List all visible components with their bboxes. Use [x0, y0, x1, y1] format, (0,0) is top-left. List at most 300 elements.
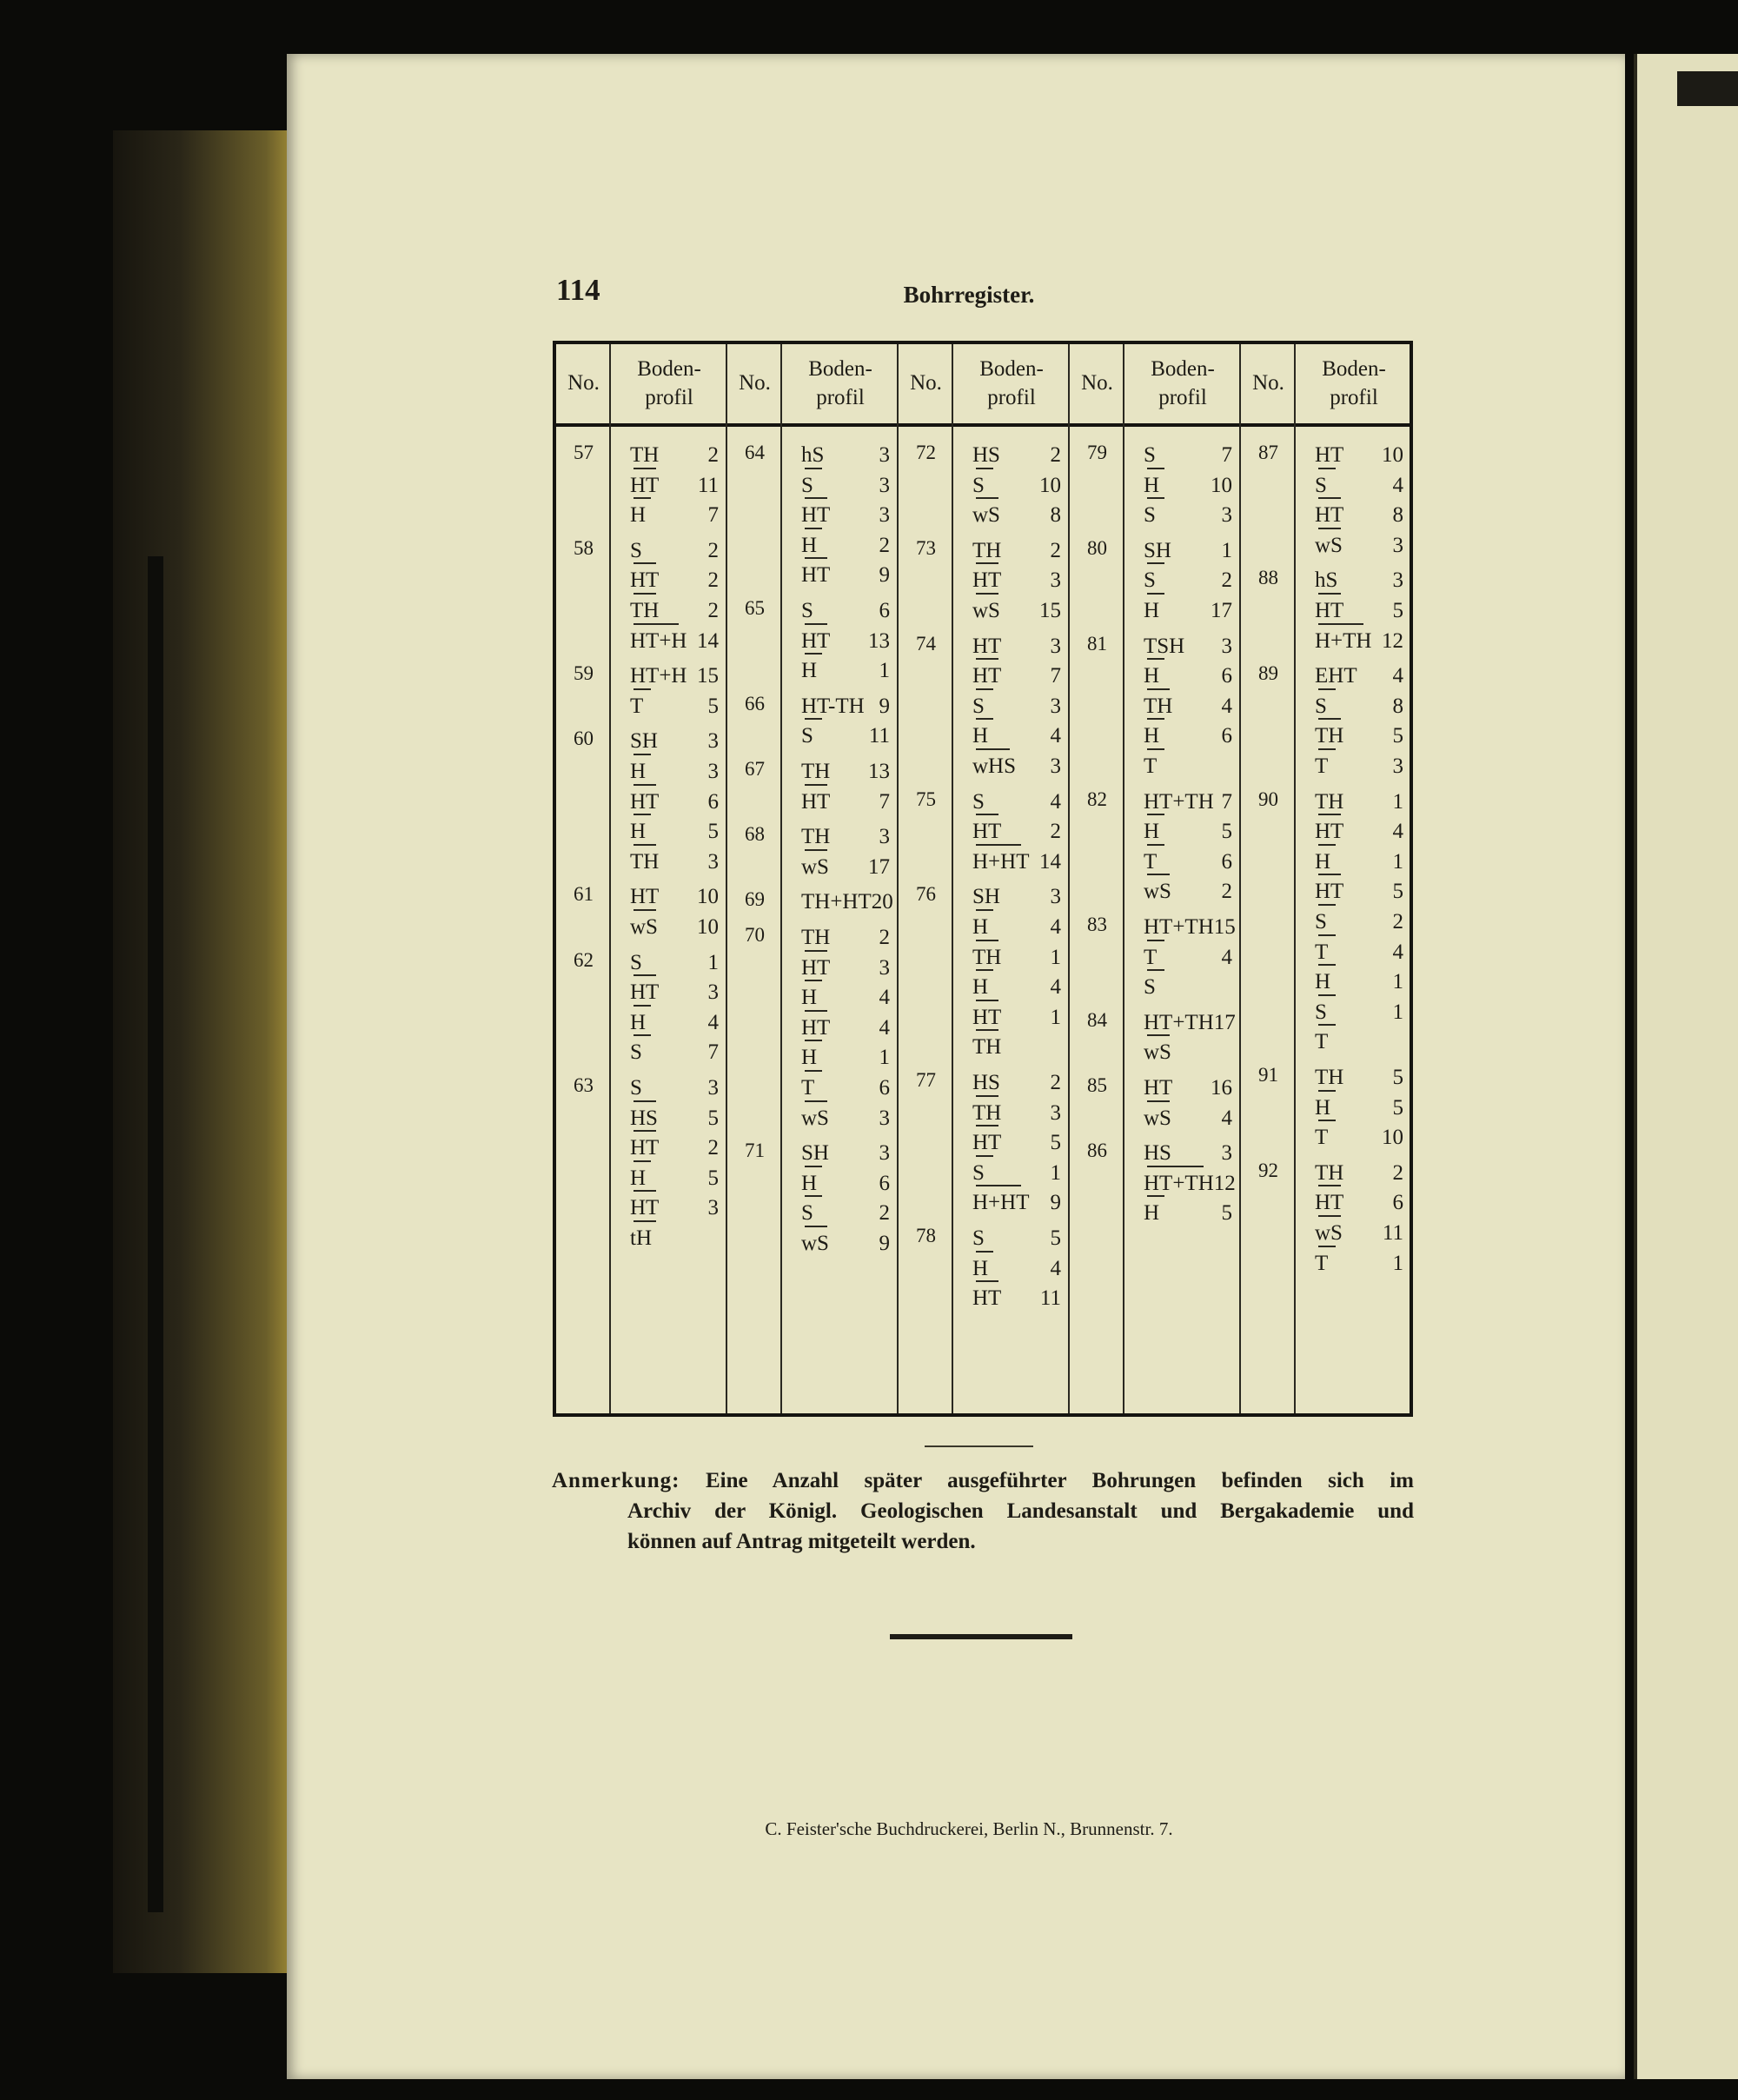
profile-layer [630, 1006, 719, 1033]
no-column [556, 344, 611, 1413]
layer-thickness: 1 [1050, 1005, 1061, 1029]
profile-layer [630, 469, 719, 496]
printer-imprint: C. Feister'sche Buchdruckerei, Berlin N., Brunnenstr. 7. [765, 1818, 1173, 1839]
boring-number: 90 [1258, 788, 1278, 810]
profile-layer [1315, 438, 1403, 466]
profile-layer [972, 970, 1061, 998]
boring-number: 68 [745, 823, 765, 846]
boring-number: 77 [916, 1069, 936, 1091]
soil-code: HT [972, 1286, 1002, 1311]
profile-layer [1144, 814, 1232, 842]
layer-thickness: 5 [1221, 1201, 1232, 1226]
soil-code: HT [801, 789, 831, 814]
profile-layer [801, 820, 890, 847]
profile-layer [972, 814, 1061, 842]
boring-number: 61 [574, 883, 594, 906]
soil-code: HT [972, 820, 1002, 844]
layer-thickness: 3 [707, 980, 719, 1005]
boring-number: 60 [574, 728, 594, 750]
layer-thickness: 6 [879, 599, 890, 622]
layer-thickness: 4 [1392, 940, 1403, 964]
profile-layer [630, 1071, 719, 1099]
soil-code: HT+TH [1144, 915, 1214, 939]
soil-code: H [630, 760, 647, 783]
profile-layer [1144, 594, 1232, 621]
layer-thickness: 3 [879, 443, 890, 467]
profile-layer [1315, 1186, 1403, 1213]
layer-thickness: 3 [1221, 1141, 1232, 1166]
profile-layer [972, 910, 1061, 938]
profile-layer [1315, 905, 1403, 933]
soil-code: H [1144, 473, 1160, 497]
no-column [727, 344, 782, 1413]
profile-layer [1315, 469, 1403, 496]
annotation-note [552, 1465, 1414, 1557]
profile-layer [1144, 874, 1232, 902]
soil-code: H [801, 659, 818, 683]
soil-code: HT [1315, 443, 1344, 467]
profile-layer [1144, 845, 1232, 873]
layer-thickness: 4 [1392, 820, 1403, 844]
soil-code: wS [801, 1106, 829, 1130]
boring-number: 74 [916, 632, 936, 655]
profile-layer [972, 438, 1061, 466]
soil-code: T [1315, 1126, 1329, 1150]
header-profile: Boden- profil [637, 357, 701, 409]
soil-code: SH [801, 1141, 829, 1166]
layer-thickness: 4 [879, 986, 890, 1010]
soil-code: HT [1315, 599, 1344, 622]
layer-thickness: 3 [707, 1196, 719, 1220]
layer-thickness: 7 [707, 1040, 719, 1065]
soil-code: H [1144, 664, 1160, 688]
layer-thickness: 9 [879, 694, 890, 718]
profile-layer [1144, 1196, 1232, 1224]
profile-layer [801, 1136, 890, 1164]
soil-code: S [972, 1160, 985, 1185]
soil-code: H [972, 724, 989, 748]
layer-thickness: 2 [707, 568, 719, 593]
soil-code: TH [972, 1035, 1002, 1060]
layer-thickness: 6 [1392, 1191, 1403, 1215]
profile-layer [972, 1030, 1061, 1058]
profile-layer [630, 1131, 719, 1159]
header-no: No. [739, 371, 771, 395]
note-line-2: Archiv der Königl. Geologischen Landesanstalt und Bergakademie und [627, 1499, 1414, 1523]
soil-code: S [801, 473, 813, 497]
soil-code: S [1315, 910, 1327, 934]
layer-thickness: 7 [1221, 443, 1232, 467]
layer-thickness: 10 [1382, 443, 1403, 467]
soil-code: S [972, 694, 985, 718]
soil-code: HS [972, 1071, 1000, 1094]
soil-code: HS [1144, 1141, 1171, 1166]
layer-thickness: 8 [1050, 503, 1061, 528]
profile-layer [1315, 845, 1403, 873]
soil-code: S [801, 1201, 813, 1226]
soil-code: T [1144, 754, 1158, 778]
soil-code: wS [972, 599, 1000, 622]
profile-layer [801, 754, 890, 782]
note-line-1 [552, 1465, 1414, 1496]
layer-thickness: 2 [707, 599, 719, 622]
soil-code: HT [1315, 1191, 1344, 1215]
soil-code: H [801, 1046, 818, 1070]
layer-thickness: 2 [1050, 538, 1061, 562]
header-profile: Boden- profil [808, 357, 872, 409]
soil-code: HT [630, 473, 660, 497]
soil-code: S [801, 599, 813, 622]
profile-layer [1144, 563, 1232, 591]
profile-layer [1315, 1091, 1403, 1119]
profile-layer [801, 469, 890, 496]
soil-code: wS [972, 503, 1000, 528]
header-no: No. [910, 371, 942, 395]
layer-thickness: 1 [1392, 1251, 1403, 1275]
profile-layer [972, 689, 1061, 717]
profile-layer [1315, 563, 1403, 591]
layer-thickness: 5 [1392, 880, 1403, 904]
boring-number: 75 [916, 788, 936, 810]
layer-thickness: 5 [707, 820, 719, 844]
soil-code: HT+H [630, 628, 687, 653]
layer-thickness: 17 [868, 854, 890, 879]
soil-code: S [801, 724, 813, 748]
layer-thickness: 9 [1050, 1191, 1061, 1215]
layer-thickness: 4 [1050, 789, 1061, 814]
soil-code: HT [630, 1136, 660, 1160]
layer-thickness: 1 [1050, 1160, 1061, 1185]
profile-layer [972, 845, 1061, 873]
book-page-edge [113, 130, 304, 1973]
layer-thickness: 10 [1211, 473, 1232, 497]
profile-layer [972, 1186, 1061, 1213]
soil-code: TH [801, 926, 831, 949]
boring-number: 85 [1087, 1074, 1107, 1096]
layer-thickness: 5 [1392, 1095, 1403, 1120]
profile-layer [630, 814, 719, 842]
soil-code: T [1144, 945, 1158, 969]
boring-number: 59 [574, 662, 594, 685]
no-column [1241, 344, 1296, 1413]
layer-thickness: 11 [1039, 1286, 1061, 1311]
soil-code: wS [1315, 533, 1343, 557]
layer-thickness: 1 [1392, 789, 1403, 814]
profile-layer [972, 594, 1061, 621]
note-text-1: Eine Anzahl später ausgeführter Bohrungen befinden sich im [705, 1469, 1415, 1492]
layer-thickness: 5 [707, 694, 719, 718]
boring-number: 78 [916, 1225, 936, 1246]
layer-thickness: 2 [879, 533, 890, 557]
soil-code: wS [801, 1232, 829, 1255]
profile-layer [1315, 1025, 1403, 1053]
layer-thickness: 5 [1392, 724, 1403, 748]
soil-code: wS [1144, 1106, 1171, 1130]
profile-layer [630, 910, 719, 938]
boring-number: 83 [1087, 914, 1107, 935]
soil-code: H [630, 1010, 647, 1034]
profile-layer [972, 940, 1061, 968]
layer-thickness: 16 [1211, 1076, 1232, 1100]
profile-layer [630, 563, 719, 591]
profile-layer [630, 1191, 719, 1219]
soil-code: H+HT [972, 1191, 1030, 1215]
soil-code: SH [1144, 538, 1171, 562]
profile-layer [630, 845, 719, 873]
layer-thickness: 3 [879, 825, 890, 849]
soil-code: wS [1144, 1040, 1171, 1065]
soil-code: hS [801, 443, 825, 467]
soil-code: H [972, 975, 989, 1000]
profile-layer [801, 1196, 890, 1224]
soil-code: TH [972, 538, 1002, 562]
profile-layer [1315, 749, 1403, 777]
layer-thickness: 2 [707, 1136, 719, 1160]
separator-rule [925, 1445, 1033, 1447]
layer-thickness: 2 [1050, 820, 1061, 844]
layer-thickness: 3 [879, 503, 890, 528]
profile-layer [1144, 659, 1232, 687]
profile-layer [801, 624, 890, 652]
layer-thickness: 4 [1050, 975, 1061, 1000]
note-label: Anmerkung: [552, 1469, 680, 1492]
profile-layer [1144, 940, 1232, 968]
soil-code: H [1315, 1095, 1331, 1120]
layer-thickness: 1 [879, 1046, 890, 1070]
profile-layer [630, 1221, 719, 1249]
note-line-3: können auf Antrag mitgeteilt werden. [627, 1530, 976, 1553]
boring-number: 88 [1258, 567, 1278, 589]
profile-layer [630, 659, 719, 687]
profile-layer [801, 689, 890, 717]
header-no: No. [1081, 371, 1113, 395]
soil-code: HT [972, 568, 1002, 593]
boring-number: 69 [745, 888, 765, 911]
boring-number: 58 [574, 536, 594, 559]
soil-code: TH+HT [801, 890, 872, 914]
profile-layer [630, 724, 719, 752]
soil-code: S [1315, 694, 1327, 718]
soil-code: T [630, 694, 644, 718]
bohrregister-table [553, 341, 1413, 1417]
layer-thickness: 3 [1392, 568, 1403, 593]
profile-layer [1315, 995, 1403, 1023]
soil-code: HS [630, 1106, 658, 1130]
profile-layer [972, 629, 1061, 657]
layer-thickness: 6 [1221, 664, 1232, 688]
layer-thickness: 11 [1382, 1221, 1403, 1245]
layer-thickness: 15 [1039, 599, 1061, 622]
profile-layer [630, 880, 719, 907]
soil-code: HT+TH [1144, 1010, 1214, 1034]
profile-layer [630, 624, 719, 652]
layer-thickness: 15 [1213, 915, 1236, 939]
soil-code: TH [630, 849, 660, 874]
soil-code: H+TH [1315, 628, 1372, 653]
soil-code: T [1315, 940, 1329, 964]
layer-thickness: 9 [879, 1232, 890, 1255]
profile-layer [1144, 1101, 1232, 1129]
profile-layer [1315, 814, 1403, 842]
profile-layer [630, 438, 719, 466]
profile-layer [1144, 1035, 1232, 1063]
profile-layer [1315, 1060, 1403, 1088]
profile-layer [972, 1126, 1061, 1153]
soil-code: H [801, 986, 818, 1010]
profile-layer [801, 785, 890, 813]
profile-layer [1144, 469, 1232, 496]
soil-code: HT [801, 503, 831, 528]
soil-code: TH [630, 599, 660, 622]
profile-layer [1315, 528, 1403, 556]
layer-thickness: 3 [1050, 694, 1061, 718]
layer-thickness: 5 [1392, 1066, 1403, 1089]
soil-code: HT [972, 1131, 1002, 1155]
profile-layer [1144, 749, 1232, 777]
soil-code: S [1315, 473, 1327, 497]
soil-code: S [1144, 443, 1156, 467]
layer-thickness: 3 [1392, 533, 1403, 557]
profile-layer [1315, 498, 1403, 526]
soil-code: HT+TH [1144, 1171, 1214, 1195]
layer-thickness: 7 [1050, 664, 1061, 688]
profile-layer [630, 534, 719, 562]
soil-code: HT-TH [801, 694, 865, 718]
profile-layer [972, 749, 1061, 777]
profile-layer [801, 528, 890, 556]
layer-thickness: 6 [1221, 724, 1232, 748]
profile-layer [972, 880, 1061, 907]
layer-thickness: 4 [1050, 915, 1061, 939]
layer-thickness: 1 [1221, 538, 1232, 562]
soil-code: S [972, 473, 985, 497]
soil-code: wS [630, 915, 658, 939]
soil-code: TH [1144, 694, 1173, 718]
profile-layer [1315, 1156, 1403, 1184]
layer-thickness: 5 [707, 1106, 719, 1130]
profile-layer [1315, 659, 1403, 687]
boring-number: 63 [574, 1074, 594, 1096]
header-profile: Boden- profil [979, 357, 1044, 409]
soil-code: TH [1315, 789, 1344, 814]
profile-layer [1315, 689, 1403, 717]
layer-thickness: 13 [868, 760, 890, 783]
profile-layer [630, 689, 719, 717]
layer-thickness: 7 [1221, 789, 1232, 814]
layer-thickness: 12 [1382, 628, 1403, 653]
boring-number: 64 [745, 442, 765, 463]
layer-thickness: 3 [1221, 503, 1232, 528]
profile-layer [972, 563, 1061, 591]
layer-thickness: 10 [697, 885, 719, 909]
layer-thickness: 17 [1211, 599, 1232, 622]
profile-layer [801, 920, 890, 948]
profile-layer [630, 1101, 719, 1129]
layer-thickness: 2 [1050, 1071, 1061, 1094]
profile-layer [630, 975, 719, 1003]
layer-thickness: 5 [1050, 1131, 1061, 1155]
layer-thickness: 17 [1213, 1010, 1236, 1034]
facing-page-corner [1677, 71, 1738, 106]
layer-thickness: 4 [1050, 1256, 1061, 1280]
layer-thickness: 3 [879, 955, 890, 980]
soil-code: HS [972, 443, 1000, 467]
layer-thickness: 1 [1392, 849, 1403, 874]
layer-thickness: 4 [1050, 724, 1061, 748]
soil-code: TH [1315, 724, 1344, 748]
soil-code: H [1144, 1201, 1160, 1226]
layer-thickness: 3 [1050, 568, 1061, 593]
profile-layer [801, 1071, 890, 1099]
profile-layer [972, 1281, 1061, 1309]
soil-code: HT+H [630, 664, 687, 688]
profile-layer [1315, 624, 1403, 652]
profile-layer [1315, 935, 1403, 963]
soil-code: TH [801, 760, 831, 783]
layer-thickness: 2 [707, 443, 719, 467]
soil-code: TH [1315, 1160, 1344, 1185]
layer-thickness: 4 [1221, 694, 1232, 718]
layer-thickness: 6 [707, 789, 719, 814]
soil-code: H [1315, 849, 1331, 874]
soil-code: SH [972, 885, 1000, 909]
soil-code: S [972, 1226, 985, 1250]
profile-layer [1315, 965, 1403, 993]
profile-layer [1315, 719, 1403, 747]
profile-layer [1144, 970, 1232, 998]
profile-layer [972, 469, 1061, 496]
layer-thickness: 5 [1392, 599, 1403, 622]
boring-number: 84 [1087, 1008, 1107, 1031]
soil-code: HT [972, 664, 1002, 688]
soil-code: HT [630, 1196, 660, 1220]
profile-layer [801, 654, 890, 681]
soil-code: HT [630, 980, 660, 1005]
boring-number: 57 [574, 442, 594, 463]
soil-code: S [630, 950, 642, 974]
soil-code: TH [972, 1100, 1002, 1125]
soil-code: TH [630, 443, 660, 467]
boring-number: 71 [745, 1140, 765, 1162]
soil-code: H [1144, 820, 1160, 844]
profile-layer [801, 1011, 890, 1039]
layer-thickness: 3 [707, 1076, 719, 1100]
boring-number: 70 [745, 924, 765, 946]
boring-number: 92 [1258, 1159, 1278, 1181]
soil-code: H [1144, 724, 1160, 748]
layer-thickness: 4 [707, 1010, 719, 1034]
layer-thickness: 8 [1392, 694, 1403, 718]
layer-thickness: 2 [1050, 443, 1061, 467]
boring-number: 81 [1087, 632, 1107, 655]
soil-code: S [1144, 975, 1156, 1000]
soil-code: HT [630, 789, 660, 814]
layer-thickness: 3 [1221, 634, 1232, 658]
profile-layer [801, 951, 890, 979]
layer-thickness: 3 [879, 473, 890, 497]
profile-layer [630, 498, 719, 526]
layer-thickness: 3 [1050, 754, 1061, 778]
soil-code: S [972, 789, 985, 814]
soil-code: TH [1315, 1066, 1344, 1089]
page-number: 114 [556, 273, 600, 307]
layer-thickness: 6 [879, 1171, 890, 1195]
layer-thickness: 4 [1221, 945, 1232, 969]
facing-page [1634, 54, 1738, 2079]
layer-thickness: 6 [1221, 849, 1232, 874]
layer-thickness: 2 [707, 538, 719, 562]
soil-code: wS [801, 854, 829, 879]
